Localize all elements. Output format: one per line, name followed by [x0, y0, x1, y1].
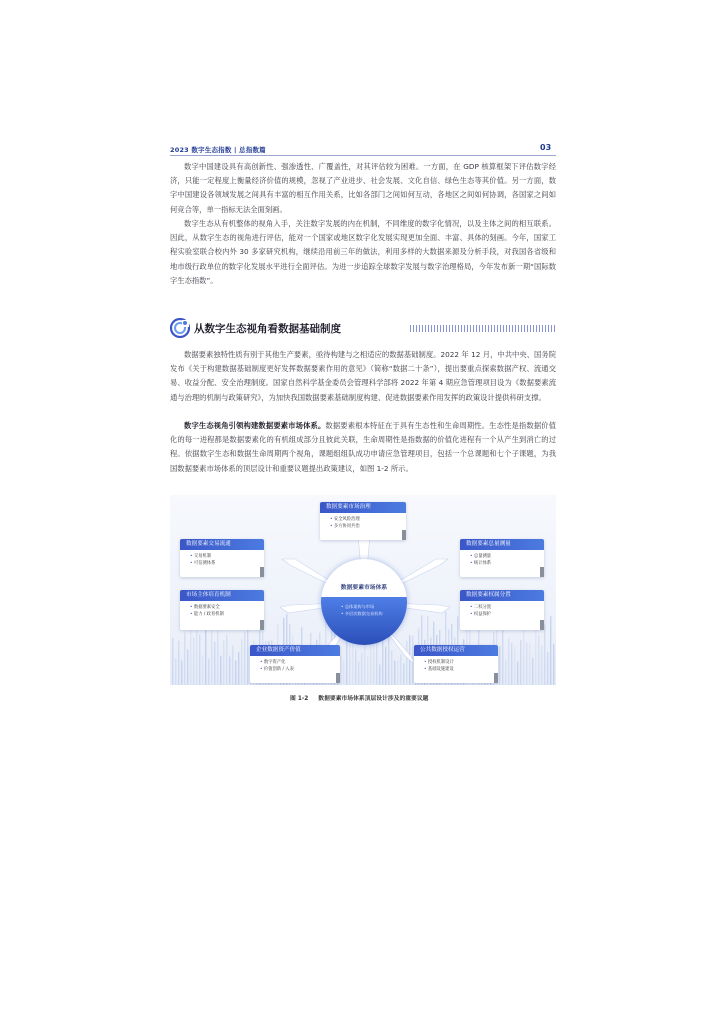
intro-paragraph-2: 数字生态从有机整体的视角入手，关注数字发展的内在机制，不同维度的数字化情况，以及主体之间的相互联系。因此，从数字生态的视角进行评估，能对一个国家或地区数字化发展实现更加全面、丰富、具体的刻画。今年，国家工程实验室联合校内外 30 多家研究机构，继续沿用前三年的做法，利用多样的大数据来源及分析手段，对我国各省级和地市级行政单位的数字化发展水平进行全面评估。为进一步追踪全球数字发展与数字治理格局，今年发布新一期“国际数字生态指数”。: [170, 219, 556, 285]
figure-caption-text: 数据要素市场体系顶层设计涉及的重要议题: [318, 696, 429, 702]
center-hub-item: • 多层次数据交易机构: [341, 610, 383, 617]
box-item: • 数字资产化: [260, 659, 340, 666]
box-trade-circulation: [180, 539, 264, 577]
box-corner: [540, 567, 544, 577]
box-list: [460, 601, 544, 618]
box-list: [180, 601, 264, 618]
box-total-measurement: [460, 539, 544, 577]
box-list: [320, 513, 406, 530]
box-item: • 交易机制: [190, 553, 264, 560]
paragraph-lead-bold: 数字生态视角引领构建数据要素市场体系。: [184, 421, 326, 430]
paragraph-body: 数据要素根本特征在于具有生态性和生命周期性。生态性是指数据价值化的每一进程都是数据要素化的有机组成部分且彼此关联，生命周期性是指数据的价值化进程有一个从产生到消亡的过程。依据数字生态和数据生命周期两个视角，课题组组队成功申请应急管理项目，包括一个总课题和七个子课题，为我国数据要素市场体系的顶层设计和重要议题提出政策建议，如图 1-2 所示。: [170, 421, 557, 473]
box-title: 数据要素总量测量: [460, 539, 544, 550]
box-item: • 授权机制设计: [424, 659, 498, 666]
box-list: [180, 550, 264, 567]
box-corner: [336, 673, 340, 683]
box-market-entity: [180, 590, 264, 630]
box-title: 数据要素权属分置: [460, 590, 544, 601]
box-public-data: [414, 645, 498, 683]
section-logo-icon: [170, 318, 190, 338]
center-hub: [321, 559, 407, 645]
center-hub-item: • 总体架构与市场: [341, 603, 383, 610]
box-corner: [402, 530, 406, 540]
box-item: • 统计体系: [470, 560, 544, 567]
box-item: • 权益保护: [470, 611, 544, 618]
center-hub-title: 数据要素市场体系: [340, 585, 388, 591]
box-item: • 价值创新 / 入表: [260, 666, 340, 673]
box-market-governance: [320, 502, 406, 540]
figure-market-system: [170, 495, 556, 685]
center-hub-list: [341, 603, 383, 617]
box-corner: [494, 673, 498, 683]
figure-caption-label: 图 1-2: [290, 696, 309, 702]
box-item: • 可信测体系: [190, 560, 264, 567]
box-item: • 二权分置: [470, 604, 544, 611]
box-ownership-separation: [460, 590, 544, 630]
section-title-decoration: [410, 325, 556, 332]
box-list: [414, 656, 498, 673]
box-title: 数据要素市场治理: [320, 502, 406, 513]
header-divider: [170, 155, 556, 156]
intro-paragraph-1: 数字中国建设具有高创新性、强渗透性、广覆盖性，对其评估较为困难。一方面，在 GDP 核算框架下评估数字经济，只能一定程度上衡量经济价值的规模，忽视了产业进步、社会发展、文化自信、绿色生态等其价值。另一方面，数字中国建设各领域发展之间具有丰富的相互作用关系，比如各部门之间如何互动，各地区之间如何协调，各国家之间如何竞合等，单一指标无法全面刻画。: [170, 162, 556, 214]
box-title: 数据要素交易流通: [180, 539, 264, 550]
box-corner: [260, 620, 264, 630]
box-item: • 总量测量: [470, 553, 544, 560]
box-item: • 能力 / 政育机制: [190, 611, 264, 618]
box-list: [460, 550, 544, 567]
box-item: • 安全风险治理: [330, 516, 406, 523]
section-paragraph-1: 数据要素独特性质有别于其他生产要素，亟待构建与之相适应的数据基础制度。2022 年 12 月，中共中央、国务院发布《关于构建数据基础制度更好发挥数据要素作用的意见》（简称“数据二十条”），提出要重点探索数据产权、流通交易、收益分配、安全治理制度。国家自然科学基金委员会管理科学部将 2022 年第 4 期应急管理项目设为《数据要素流通与治理的机制与政策研究》，为加快我国数据要素基础制度构建、促进数据要素作用发挥的政策设计提供科研支撑。: [170, 350, 556, 402]
box-item: • 数据要素安全: [190, 604, 264, 611]
figure-caption: [290, 693, 438, 702]
box-title: 公共数据授权运营: [414, 645, 498, 656]
page-number: 03: [540, 143, 552, 152]
box-list: [250, 656, 340, 673]
box-title: 企业数据资产价值: [250, 645, 340, 656]
section-paragraph-2: [170, 419, 556, 476]
box-item: • 基础设施建设: [424, 666, 498, 673]
box-item: • 多方协同共治: [330, 523, 406, 530]
box-corner: [260, 567, 264, 577]
box-corner: [540, 620, 544, 630]
section-title: 从数字生态视角看数据基础制度: [194, 323, 341, 335]
box-title: 市场主体培育机制: [180, 590, 264, 601]
running-header: 2023 数字生态指数 | 总指数篇: [170, 146, 266, 154]
box-enterprise-asset: [250, 645, 340, 683]
